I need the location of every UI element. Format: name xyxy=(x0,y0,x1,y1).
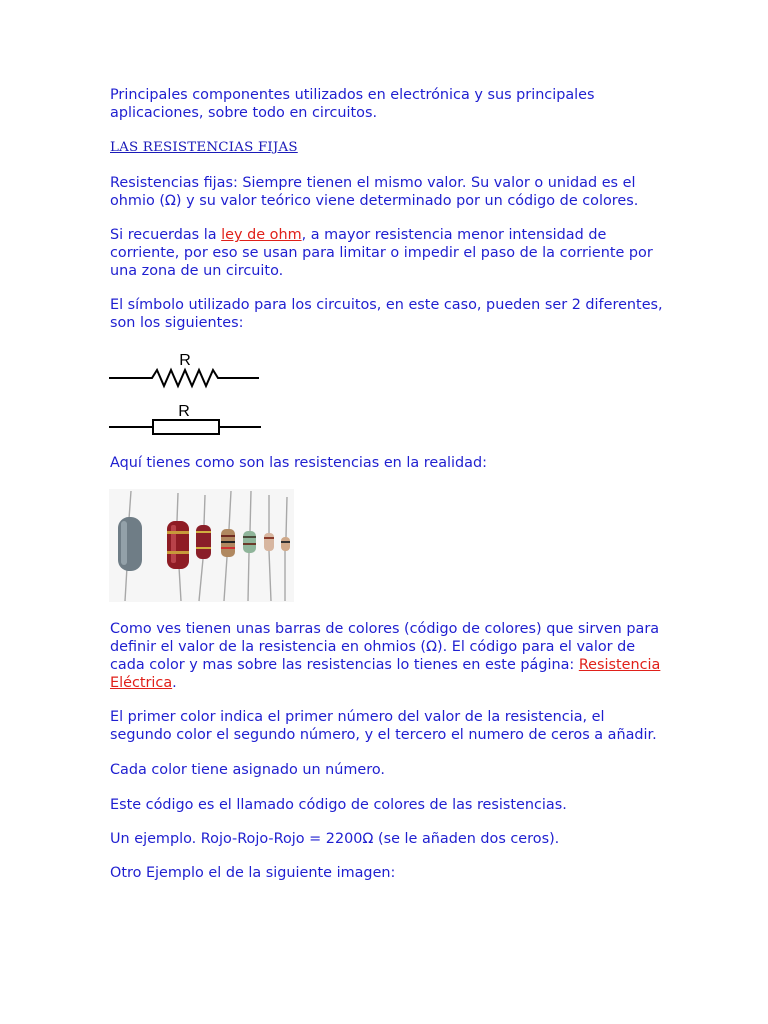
realidad-line: Aquí tienes como son las resistencias en la realidad: xyxy=(110,455,487,471)
resistors-photo xyxy=(109,489,294,602)
ejemplo-line: Un ejemplo. Rojo-Rojo-Rojo = 2200Ω (se le añaden dos ceros). xyxy=(110,831,560,847)
codigo-line: Este código es el llamado código de colores de las resistencias. xyxy=(110,797,567,813)
barras-text-post: . xyxy=(172,675,177,691)
resistencia-link-part-1[interactable]: Resistencia xyxy=(578,657,661,673)
ley-line-1 xyxy=(110,226,606,244)
simbolo-line-2: son los siguientes: xyxy=(110,315,244,331)
ley-de-ohm-link[interactable]: ley de ohm xyxy=(221,227,302,243)
barras-line-2: definir el valor de la resistencia en ohmios (Ω). El código para el valor de xyxy=(110,639,636,655)
primer-line-2: segundo color el segundo número, y el tercero el numero de ceros a añadir. xyxy=(110,727,657,743)
fijas-line-2: ohmio (Ω) y su valor teórico viene determinado por un código de colores. xyxy=(110,193,639,209)
fijas-line-1: Resistencias fijas: Siempre tienen el mismo valor. Su valor o unidad es el xyxy=(110,175,636,191)
resistencia-link-part-2[interactable]: Eléctrica xyxy=(110,675,173,691)
barras-line-4 xyxy=(110,674,177,692)
otro-ejemplo-line: Otro Ejemplo el de la siguiente imagen: xyxy=(110,865,396,881)
ley-text-post: , a mayor resistencia menor intensidad de xyxy=(301,227,607,243)
intro-line-1: Principales componentes utilizados en electrónica y sus principales xyxy=(110,87,595,103)
intro-line-2: aplicaciones, sobre todo en circuitos. xyxy=(110,105,378,121)
barras-text-pre: cada color y mas sobre las resistencias lo tienes en este página: xyxy=(110,657,579,673)
zigzag-symbol-label: R xyxy=(179,352,191,369)
ley-line-3: una zona de un circuito. xyxy=(110,263,284,279)
ley-text-pre: Si recuerdas la xyxy=(110,227,222,243)
ley-line-2: corriente, por eso se usan para limitar o impedir el paso de la corriente por xyxy=(110,245,653,261)
cada-color-line: Cada color tiene asignado un número. xyxy=(110,762,386,778)
section-heading[interactable]: LAS RESISTENCIAS FIJAS xyxy=(110,140,298,155)
resistor-box-symbol xyxy=(109,400,264,440)
box-symbol-label: R xyxy=(178,403,190,420)
barras-line-3 xyxy=(110,656,660,674)
resistor-zigzag-symbol xyxy=(109,348,264,388)
simbolo-line-1: El símbolo utilizado para los circuitos, en este caso, pueden ser 2 diferentes, xyxy=(110,297,663,313)
primer-line-1: El primer color indica el primer número del valor de la resistencia, el xyxy=(110,709,605,725)
barras-line-1: Como ves tienen unas barras de colores (código de colores) que sirven para xyxy=(110,621,660,637)
